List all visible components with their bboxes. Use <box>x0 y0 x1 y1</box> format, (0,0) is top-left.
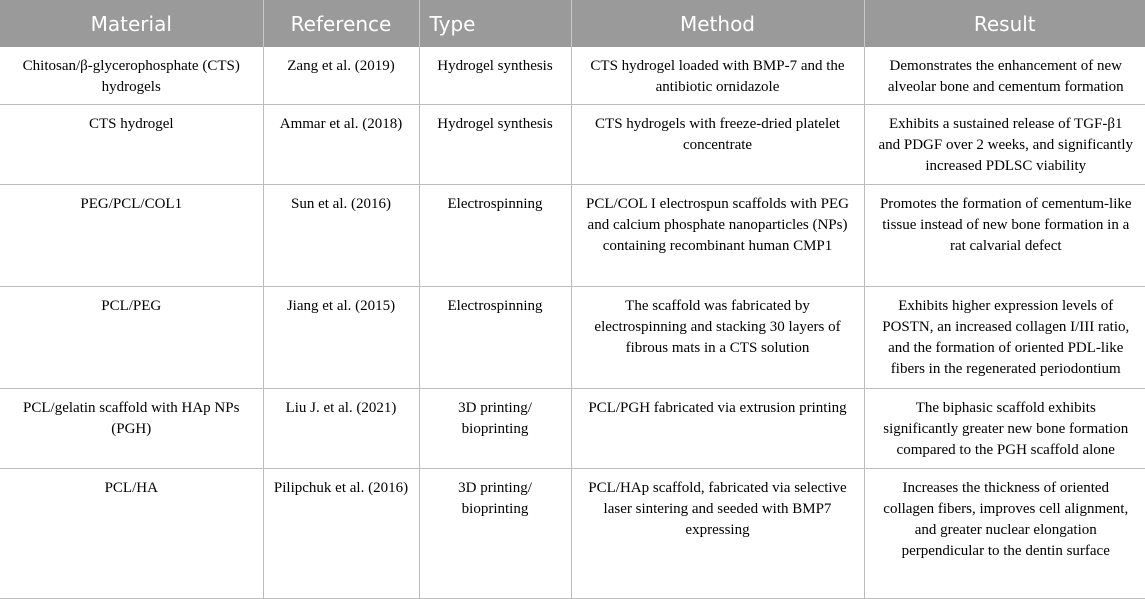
table-row <box>0 185 1145 287</box>
cell-result: Exhibits a sustained release of TGF-β1 and PDGF over 2 weeks, and significantly increased PDLSC viability <box>864 105 1145 185</box>
cell-type: Hydrogel synthesis <box>419 47 571 105</box>
header-reference: Reference <box>263 0 419 47</box>
cell-type: Electrospinning <box>419 185 571 287</box>
cell-type: Hydrogel synthesis <box>419 105 571 185</box>
cell-result: Increases the thickness of oriented collagen fibers, improves cell alignment, and greater nuclear elongation perpendicular to the dentin surface <box>864 469 1145 599</box>
cell-reference: Pilipchuk et al. (2016) <box>263 469 419 599</box>
cell-method: PCL/COL I electrospun scaffolds with PEG and calcium phosphate nanoparticles (NPs) containing recombinant human CMP1 <box>571 185 864 287</box>
cell-reference: Jiang et al. (2015) <box>263 287 419 389</box>
table-row <box>0 105 1145 185</box>
header-method: Method <box>571 0 864 47</box>
cell-material: Chitosan/β-glycerophosphate (CTS) hydrogels <box>0 47 263 105</box>
header-result: Result <box>864 0 1145 47</box>
cell-method: PCL/PGH fabricated via extrusion printing <box>571 389 864 469</box>
cell-method: CTS hydrogels with freeze-dried platelet concentrate <box>571 105 864 185</box>
cell-reference: Liu J. et al. (2021) <box>263 389 419 469</box>
cell-material: CTS hydrogel <box>0 105 263 185</box>
cell-reference: Ammar et al. (2018) <box>263 105 419 185</box>
cell-result: Demonstrates the enhancement of new alveolar bone and cementum formation <box>864 47 1145 105</box>
cell-material: PCL/HA <box>0 469 263 599</box>
cell-type: 3D printing/ bioprinting <box>419 389 571 469</box>
cell-result: Promotes the formation of cementum-like tissue instead of new bone formation in a rat calvarial defect <box>864 185 1145 287</box>
table-row <box>0 469 1145 599</box>
cell-material: PCL/gelatin scaffold with HAp NPs (PGH) <box>0 389 263 469</box>
header-type: Type <box>419 0 571 47</box>
cell-type: Electrospinning <box>419 287 571 389</box>
cell-material: PCL/PEG <box>0 287 263 389</box>
cell-type: 3D printing/ bioprinting <box>419 469 571 599</box>
cell-material: PEG/PCL/COL1 <box>0 185 263 287</box>
cell-method: PCL/HAp scaffold, fabricated via selective laser sintering and seeded with BMP7 expressing <box>571 469 864 599</box>
table-row <box>0 389 1145 469</box>
cell-method: CTS hydrogel loaded with BMP-7 and the antibiotic ornidazole <box>571 47 864 105</box>
header-row <box>0 0 1145 47</box>
table-row <box>0 47 1145 105</box>
cell-result: Exhibits higher expression levels of POSTN, an increased collagen I/III ratio, and the formation of oriented PDL-like fibers in the regenerated periodontium <box>864 287 1145 389</box>
cell-method: The scaffold was fabricated by electrospinning and stacking 30 layers of fibrous mats in a CTS solution <box>571 287 864 389</box>
cell-reference: Sun et al. (2016) <box>263 185 419 287</box>
cell-result: The biphasic scaffold exhibits significantly greater new bone formation compared to the PGH scaffold alone <box>864 389 1145 469</box>
table-row <box>0 287 1145 389</box>
header-material: Material <box>0 0 263 47</box>
cell-reference: Zang et al. (2019) <box>263 47 419 105</box>
